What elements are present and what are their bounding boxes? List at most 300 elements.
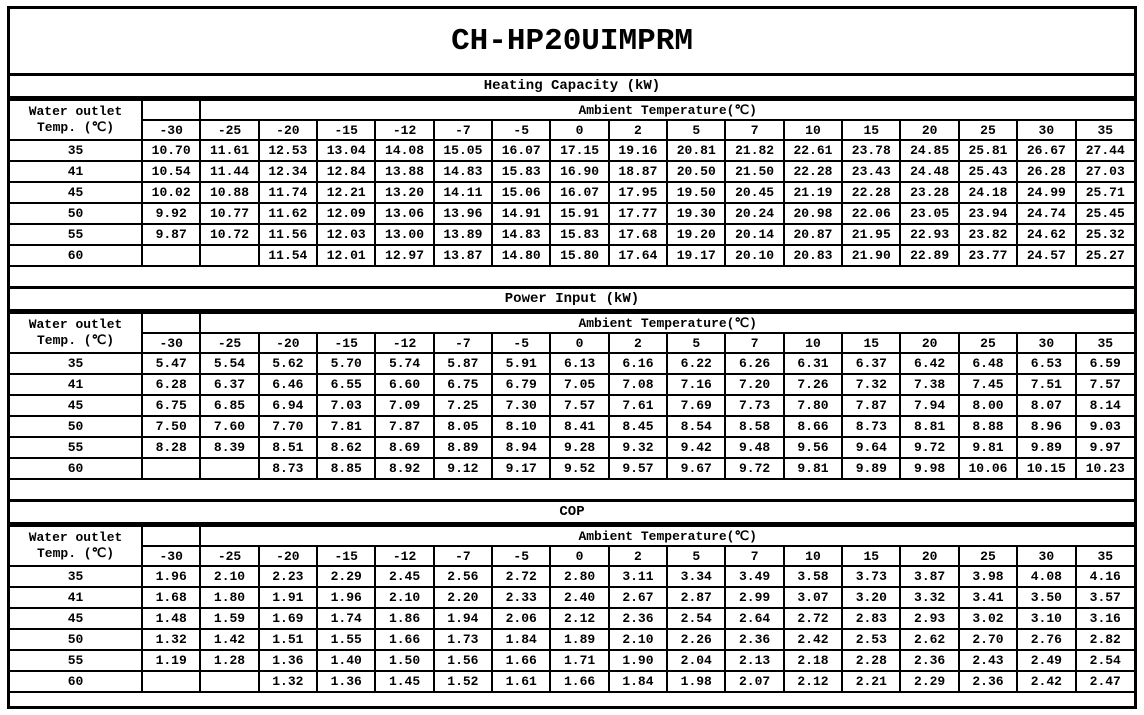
ambient-temp-col-header: 2	[609, 546, 667, 566]
value-cell: 24.18	[959, 182, 1017, 203]
value-cell: 9.17	[492, 458, 550, 479]
value-cell: 9.89	[842, 458, 900, 479]
value-cell: 10.88	[200, 182, 258, 203]
value-cell: 8.96	[1017, 416, 1075, 437]
value-cell: 7.30	[492, 395, 550, 416]
value-cell: 17.15	[550, 140, 608, 161]
water-temp-label: 45	[10, 182, 142, 203]
value-cell: 9.57	[609, 458, 667, 479]
water-temp-label: 50	[10, 203, 142, 224]
value-cell: 6.75	[142, 395, 200, 416]
value-cell: 1.40	[317, 650, 375, 671]
value-cell: 1.48	[142, 608, 200, 629]
value-cell: 6.28	[142, 374, 200, 395]
value-cell: 8.58	[725, 416, 783, 437]
water-outlet-temp-header-line2: Temp. (℃)	[36, 546, 114, 561]
value-cell: 14.83	[434, 161, 492, 182]
value-cell: 24.99	[1017, 182, 1075, 203]
table-row	[10, 458, 1134, 479]
value-cell: 3.57	[1076, 587, 1135, 608]
value-cell: 2.33	[492, 587, 550, 608]
ambient-temp-col-header: 2	[609, 120, 667, 140]
value-cell: 15.05	[434, 140, 492, 161]
value-cell	[142, 671, 200, 692]
value-cell: 23.43	[842, 161, 900, 182]
value-cell: 8.69	[375, 437, 433, 458]
value-cell: 6.46	[259, 374, 317, 395]
value-cell: 25.45	[1076, 203, 1135, 224]
value-cell: 22.89	[900, 245, 958, 266]
value-cell: 7.16	[667, 374, 725, 395]
ambient-temp-col-header: 7	[725, 333, 783, 353]
ambient-temp-col-header: 5	[667, 120, 725, 140]
table-row	[10, 140, 1134, 161]
value-cell: 2.53	[842, 629, 900, 650]
value-cell: 1.90	[609, 650, 667, 671]
value-cell: 3.50	[1017, 587, 1075, 608]
water-outlet-temp-header	[10, 313, 142, 353]
value-cell: 24.85	[900, 140, 958, 161]
value-cell: 10.70	[142, 140, 200, 161]
ambient-temp-col-header: 5	[667, 333, 725, 353]
value-cell: 10.15	[1017, 458, 1075, 479]
value-cell: 8.92	[375, 458, 433, 479]
value-cell: 11.54	[259, 245, 317, 266]
ambient-temperature-header: Ambient Temperature(℃)	[200, 100, 1134, 120]
value-cell: 9.92	[142, 203, 200, 224]
value-cell: 23.28	[900, 182, 958, 203]
value-cell: 2.10	[200, 566, 258, 587]
value-cell: 1.36	[259, 650, 317, 671]
value-cell: 14.83	[492, 224, 550, 245]
value-cell: 1.55	[317, 629, 375, 650]
value-cell: 2.72	[492, 566, 550, 587]
ambient-temp-col-header: 15	[842, 333, 900, 353]
value-cell: 1.94	[434, 608, 492, 629]
water-temp-label: 60	[10, 245, 142, 266]
value-cell: 8.88	[959, 416, 1017, 437]
value-cell: 9.56	[784, 437, 842, 458]
water-outlet-temp-header-line1: Water outlet	[28, 104, 123, 119]
value-cell: 7.51	[1017, 374, 1075, 395]
empty-header-cell	[142, 526, 200, 546]
value-cell: 1.84	[492, 629, 550, 650]
water-outlet-temp-header-line1: Water outlet	[28, 530, 123, 545]
value-cell: 1.28	[200, 650, 258, 671]
section-title: COP	[10, 502, 1134, 525]
value-cell: 7.08	[609, 374, 667, 395]
value-cell: 1.66	[375, 629, 433, 650]
table-row	[10, 182, 1134, 203]
value-cell: 9.81	[784, 458, 842, 479]
value-cell: 9.52	[550, 458, 608, 479]
value-cell: 23.05	[900, 203, 958, 224]
value-cell: 3.49	[725, 566, 783, 587]
value-cell: 9.12	[434, 458, 492, 479]
value-cell: 12.53	[259, 140, 317, 161]
value-cell: 1.32	[259, 671, 317, 692]
value-cell: 9.97	[1076, 437, 1135, 458]
value-cell: 24.74	[1017, 203, 1075, 224]
value-cell: 26.67	[1017, 140, 1075, 161]
section-title: Power Input (kW)	[10, 289, 1134, 312]
ambient-temp-col-header: -30	[142, 120, 200, 140]
value-cell: 19.30	[667, 203, 725, 224]
ambient-temp-col-header: -30	[142, 546, 200, 566]
value-cell: 6.55	[317, 374, 375, 395]
value-cell: 2.42	[1017, 671, 1075, 692]
value-cell: 6.22	[667, 353, 725, 374]
value-cell: 2.54	[667, 608, 725, 629]
ambient-temp-col-header: -12	[375, 546, 433, 566]
value-cell: 8.07	[1017, 395, 1075, 416]
value-cell: 7.70	[259, 416, 317, 437]
section-title: Heating Capacity (kW)	[10, 76, 1134, 99]
value-cell: 15.91	[550, 203, 608, 224]
value-cell: 8.00	[959, 395, 1017, 416]
value-cell: 3.58	[784, 566, 842, 587]
value-cell: 23.94	[959, 203, 1017, 224]
ambient-temp-col-header: 25	[959, 546, 1017, 566]
value-cell: 22.06	[842, 203, 900, 224]
value-cell: 21.90	[842, 245, 900, 266]
value-cell: 20.24	[725, 203, 783, 224]
value-cell: 3.98	[959, 566, 1017, 587]
value-cell: 2.80	[550, 566, 608, 587]
value-cell: 8.66	[784, 416, 842, 437]
value-cell: 27.44	[1076, 140, 1135, 161]
value-cell: 1.69	[259, 608, 317, 629]
table-row	[10, 587, 1134, 608]
value-cell: 12.03	[317, 224, 375, 245]
value-cell: 16.90	[550, 161, 608, 182]
value-cell: 8.51	[259, 437, 317, 458]
value-cell: 1.19	[142, 650, 200, 671]
tables-container	[10, 76, 1134, 693]
ambient-temperature-header: Ambient Temperature(℃)	[200, 313, 1134, 333]
value-cell: 27.03	[1076, 161, 1135, 182]
value-cell: 8.05	[434, 416, 492, 437]
title-box	[10, 9, 1134, 76]
value-cell: 14.08	[375, 140, 433, 161]
ambient-temp-col-header: -25	[200, 333, 258, 353]
ambient-temp-col-header: 0	[550, 120, 608, 140]
performance-table	[10, 312, 1134, 480]
value-cell	[142, 458, 200, 479]
ambient-temp-col-header: -20	[259, 333, 317, 353]
value-cell: 19.17	[667, 245, 725, 266]
value-cell: 2.56	[434, 566, 492, 587]
value-cell: 2.99	[725, 587, 783, 608]
water-temp-label: 55	[10, 437, 142, 458]
ambient-temp-col-header: 30	[1017, 546, 1075, 566]
water-temp-label: 35	[10, 566, 142, 587]
value-cell: 8.54	[667, 416, 725, 437]
table-row	[10, 608, 1134, 629]
value-cell: 2.64	[725, 608, 783, 629]
table-row	[10, 161, 1134, 182]
water-temp-label: 60	[10, 458, 142, 479]
value-cell: 12.97	[375, 245, 433, 266]
value-cell	[200, 245, 258, 266]
ambient-temp-col-header: 30	[1017, 120, 1075, 140]
value-cell: 25.43	[959, 161, 1017, 182]
value-cell: 13.04	[317, 140, 375, 161]
ambient-temp-col-header: 20	[900, 546, 958, 566]
value-cell: 1.36	[317, 671, 375, 692]
value-cell: 14.11	[434, 182, 492, 203]
ambient-temp-col-header: -5	[492, 333, 550, 353]
value-cell: 9.32	[609, 437, 667, 458]
ambient-temp-col-header: 25	[959, 333, 1017, 353]
value-cell: 16.07	[550, 182, 608, 203]
value-cell: 8.73	[842, 416, 900, 437]
value-cell: 20.45	[725, 182, 783, 203]
value-cell: 1.32	[142, 629, 200, 650]
value-cell: 8.39	[200, 437, 258, 458]
value-cell: 1.56	[434, 650, 492, 671]
value-cell: 9.87	[142, 224, 200, 245]
value-cell: 15.06	[492, 182, 550, 203]
value-cell: 21.50	[725, 161, 783, 182]
value-cell: 6.53	[1017, 353, 1075, 374]
value-cell: 22.28	[842, 182, 900, 203]
water-outlet-temp-header-line2: Temp. (℃)	[36, 120, 114, 135]
value-cell: 5.47	[142, 353, 200, 374]
table-row	[10, 437, 1134, 458]
value-cell: 7.20	[725, 374, 783, 395]
water-outlet-temp-header-line1: Water outlet	[28, 317, 123, 332]
value-cell: 2.26	[667, 629, 725, 650]
value-cell: 2.82	[1076, 629, 1135, 650]
value-cell: 9.98	[900, 458, 958, 479]
ambient-temp-col-header: -15	[317, 120, 375, 140]
value-cell: 6.59	[1076, 353, 1135, 374]
value-cell: 1.68	[142, 587, 200, 608]
value-cell: 11.61	[200, 140, 258, 161]
value-cell: 4.16	[1076, 566, 1135, 587]
value-cell: 3.07	[784, 587, 842, 608]
value-cell: 9.81	[959, 437, 1017, 458]
value-cell: 1.84	[609, 671, 667, 692]
value-cell: 17.68	[609, 224, 667, 245]
value-cell: 3.11	[609, 566, 667, 587]
ambient-temp-col-header: -7	[434, 120, 492, 140]
water-outlet-temp-header-line2: Temp. (℃)	[36, 333, 114, 348]
ambient-temp-col-header: 7	[725, 120, 783, 140]
value-cell: 2.62	[900, 629, 958, 650]
value-cell: 11.62	[259, 203, 317, 224]
value-cell: 23.77	[959, 245, 1017, 266]
value-cell: 12.01	[317, 245, 375, 266]
ambient-temp-col-header: -20	[259, 120, 317, 140]
value-cell: 2.23	[259, 566, 317, 587]
value-cell: 21.19	[784, 182, 842, 203]
value-cell: 8.28	[142, 437, 200, 458]
value-cell: 1.42	[200, 629, 258, 650]
value-cell: 4.08	[1017, 566, 1075, 587]
value-cell: 3.32	[900, 587, 958, 608]
value-cell: 2.29	[900, 671, 958, 692]
value-cell: 20.50	[667, 161, 725, 182]
value-cell: 1.74	[317, 608, 375, 629]
ambient-temp-col-header: 2	[609, 333, 667, 353]
value-cell: 19.16	[609, 140, 667, 161]
ambient-temp-col-header: -25	[200, 546, 258, 566]
value-cell: 8.41	[550, 416, 608, 437]
value-cell: 20.81	[667, 140, 725, 161]
page-title: CH-HP20UIMPRM	[451, 23, 693, 59]
value-cell: 3.34	[667, 566, 725, 587]
value-cell: 19.50	[667, 182, 725, 203]
value-cell: 6.48	[959, 353, 1017, 374]
ambient-temperature-header: Ambient Temperature(℃)	[200, 526, 1134, 546]
ambient-temp-col-header: 20	[900, 120, 958, 140]
value-cell: 17.95	[609, 182, 667, 203]
value-cell: 1.73	[434, 629, 492, 650]
ambient-temp-col-header: 20	[900, 333, 958, 353]
value-cell: 9.48	[725, 437, 783, 458]
ambient-temp-col-header: -12	[375, 333, 433, 353]
value-cell: 25.32	[1076, 224, 1135, 245]
value-cell: 10.23	[1076, 458, 1135, 479]
value-cell: 7.45	[959, 374, 1017, 395]
ambient-temp-col-header: -12	[375, 120, 433, 140]
ambient-temp-col-header: 30	[1017, 333, 1075, 353]
value-cell: 7.38	[900, 374, 958, 395]
value-cell: 7.25	[434, 395, 492, 416]
value-cell: 15.80	[550, 245, 608, 266]
value-cell: 5.62	[259, 353, 317, 374]
value-cell: 1.51	[259, 629, 317, 650]
value-cell: 11.74	[259, 182, 317, 203]
value-cell: 2.43	[959, 650, 1017, 671]
table-row	[10, 203, 1134, 224]
value-cell: 5.70	[317, 353, 375, 374]
value-cell: 2.28	[842, 650, 900, 671]
water-temp-label: 41	[10, 161, 142, 182]
ambient-temp-col-header: 35	[1076, 120, 1135, 140]
value-cell: 20.83	[784, 245, 842, 266]
value-cell: 3.41	[959, 587, 1017, 608]
value-cell: 1.96	[142, 566, 200, 587]
value-cell: 22.93	[900, 224, 958, 245]
value-cell: 6.37	[200, 374, 258, 395]
value-cell: 8.85	[317, 458, 375, 479]
ambient-temp-col-header: -25	[200, 120, 258, 140]
empty-header-cell	[142, 100, 200, 120]
value-cell: 1.61	[492, 671, 550, 692]
value-cell: 1.91	[259, 587, 317, 608]
value-cell: 1.50	[375, 650, 433, 671]
value-cell: 7.26	[784, 374, 842, 395]
value-cell: 1.89	[550, 629, 608, 650]
water-temp-label: 41	[10, 374, 142, 395]
value-cell: 23.82	[959, 224, 1017, 245]
water-temp-label: 45	[10, 395, 142, 416]
performance-table	[10, 99, 1134, 267]
value-cell: 1.52	[434, 671, 492, 692]
water-temp-label: 35	[10, 353, 142, 374]
value-cell: 9.67	[667, 458, 725, 479]
value-cell: 21.82	[725, 140, 783, 161]
ambient-temp-col-header: 5	[667, 546, 725, 566]
value-cell: 2.13	[725, 650, 783, 671]
value-cell: 8.73	[259, 458, 317, 479]
value-cell: 13.06	[375, 203, 433, 224]
ambient-temp-col-header: 7	[725, 546, 783, 566]
ambient-temp-col-header: -5	[492, 546, 550, 566]
table-row	[10, 374, 1134, 395]
value-cell: 7.09	[375, 395, 433, 416]
value-cell: 20.98	[784, 203, 842, 224]
value-cell: 2.40	[550, 587, 608, 608]
value-cell: 2.18	[784, 650, 842, 671]
value-cell: 7.57	[1076, 374, 1135, 395]
section-spacer	[10, 267, 1134, 289]
value-cell: 2.72	[784, 608, 842, 629]
value-cell: 9.64	[842, 437, 900, 458]
value-cell: 7.03	[317, 395, 375, 416]
value-cell: 3.10	[1017, 608, 1075, 629]
value-cell: 2.87	[667, 587, 725, 608]
table-row	[10, 224, 1134, 245]
value-cell: 2.10	[375, 587, 433, 608]
section-spacer	[10, 480, 1134, 502]
value-cell: 1.59	[200, 608, 258, 629]
value-cell: 19.20	[667, 224, 725, 245]
value-cell: 13.87	[434, 245, 492, 266]
value-cell: 17.64	[609, 245, 667, 266]
value-cell: 6.94	[259, 395, 317, 416]
water-temp-label: 50	[10, 629, 142, 650]
value-cell: 6.37	[842, 353, 900, 374]
value-cell: 7.73	[725, 395, 783, 416]
value-cell: 24.57	[1017, 245, 1075, 266]
ambient-temp-col-header: -30	[142, 333, 200, 353]
value-cell: 13.20	[375, 182, 433, 203]
value-cell: 5.54	[200, 353, 258, 374]
value-cell: 2.83	[842, 608, 900, 629]
value-cell: 23.78	[842, 140, 900, 161]
value-cell: 8.45	[609, 416, 667, 437]
value-cell	[200, 671, 258, 692]
ambient-temp-col-header: -7	[434, 546, 492, 566]
table-row	[10, 629, 1134, 650]
value-cell: 2.36	[725, 629, 783, 650]
value-cell: 6.85	[200, 395, 258, 416]
value-cell: 10.06	[959, 458, 1017, 479]
water-outlet-temp-header	[10, 526, 142, 566]
value-cell: 2.12	[550, 608, 608, 629]
value-cell: 1.71	[550, 650, 608, 671]
value-cell: 2.49	[1017, 650, 1075, 671]
value-cell: 2.06	[492, 608, 550, 629]
value-cell: 5.87	[434, 353, 492, 374]
value-cell: 7.32	[842, 374, 900, 395]
ambient-temp-col-header: -15	[317, 333, 375, 353]
value-cell: 7.57	[550, 395, 608, 416]
value-cell: 3.20	[842, 587, 900, 608]
value-cell: 2.20	[434, 587, 492, 608]
value-cell: 7.50	[142, 416, 200, 437]
value-cell: 9.89	[1017, 437, 1075, 458]
value-cell: 15.83	[492, 161, 550, 182]
value-cell: 10.77	[200, 203, 258, 224]
value-cell: 6.79	[492, 374, 550, 395]
water-temp-label: 50	[10, 416, 142, 437]
value-cell: 2.36	[609, 608, 667, 629]
